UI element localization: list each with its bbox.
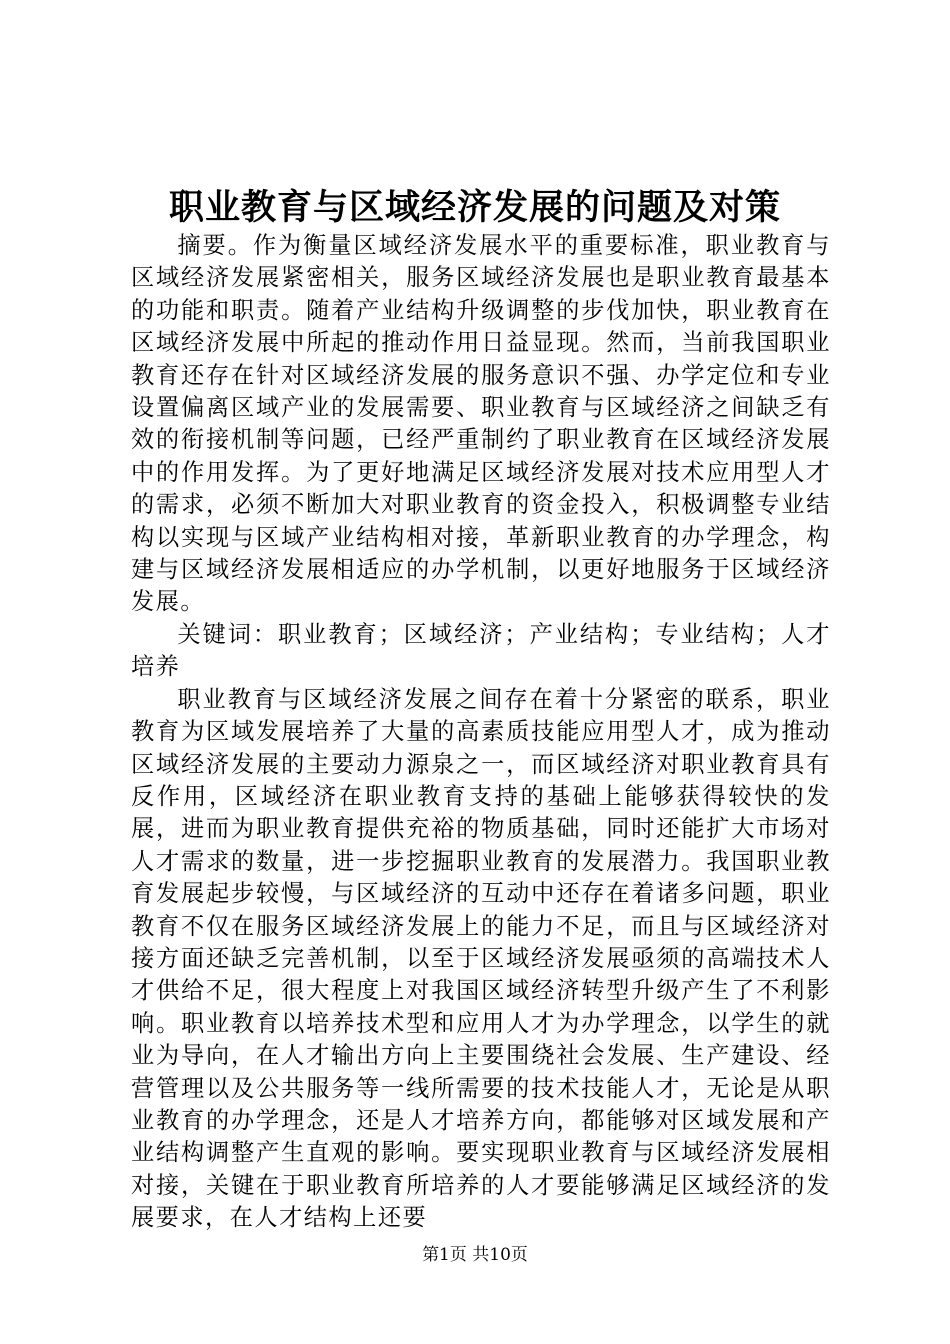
document-title: 职业教育与区域经济发展的问题及对策 [168,187,781,228]
keywords-paragraph: 关键词：职业教育；区域经济；产业结构；专业结构；人才培养 [131,620,831,681]
page-number-footer: 第1页 共10页 [422,1245,528,1265]
document-body [131,230,831,1235]
body-paragraph: 职业教育与区域经济发展之间存在着十分紧密的联系，职业教育为区域发展培养了大量的高素质技能应用型人才，成为推动区域经济发展的主要动力源泉之一，而区域经济对职业教育具有反作用，区域经济在职业教育支持的基础上能够获得较快的发展，进而为职业教育提供充裕的物质基础，同时还能扩大市场对人才需求的数量，进一步挖掘职业教育的发展潜力。我国职业教育发展起步较慢，与区域经济的互动中还存在着诸多问题，职业教育不仅在服务区域经济发展上的能力不足，而且与区域经济对接方面还缺乏完善机制，以至于区域经济发展亟须的高端技术人才供给不足，很大程度上对我国区域经济转型升级产生了不利影响。职业教育以培养技术型和应用人才为办学理念，以学生的就业为导向，在人才输出方向上主要围绕社会发展、生产建设、经营管理以及公共服务等一线所需要的技术技能人才，无论是从职业教育的办学理念，还是人才培养方向，都能够对区域发展和产业结构调整产生直观的影响。要实现职业教育与区域经济发展相对接，关键在于职业教育所培养的人才要能够满足区域经济的发展要求，在人才结构上还要 [131,685,831,1232]
abstract-paragraph: 摘要。作为衡量区域经济发展水平的重要标准，职业教育与区域经济发展紧密相关，服务区域经济发展也是职业教育最基本的功能和职责。随着产业结构升级调整的步伐加快，职业教育在区域经济发展中所起的推动作用日益显现。然而，当前我国职业教育还存在针对区域经济发展的服务意识不强、办学定位和专业设置偏离区域产业的发展需要、职业教育与区域经济之间缺乏有效的衔接机制等问题，已经严重制约了职业教育在区域经济发展中的作用发挥。为了更好地满足区域经济发展对技术应用型人才的需求，必须不断加大对职业教育的资金投入，积极调整专业结构以实现与区域产业结构相对接，革新职业教育的办学理念，构建与区域经济发展相适应的办学机制，以更好地服务于区域经济发展。 [131,232,831,616]
